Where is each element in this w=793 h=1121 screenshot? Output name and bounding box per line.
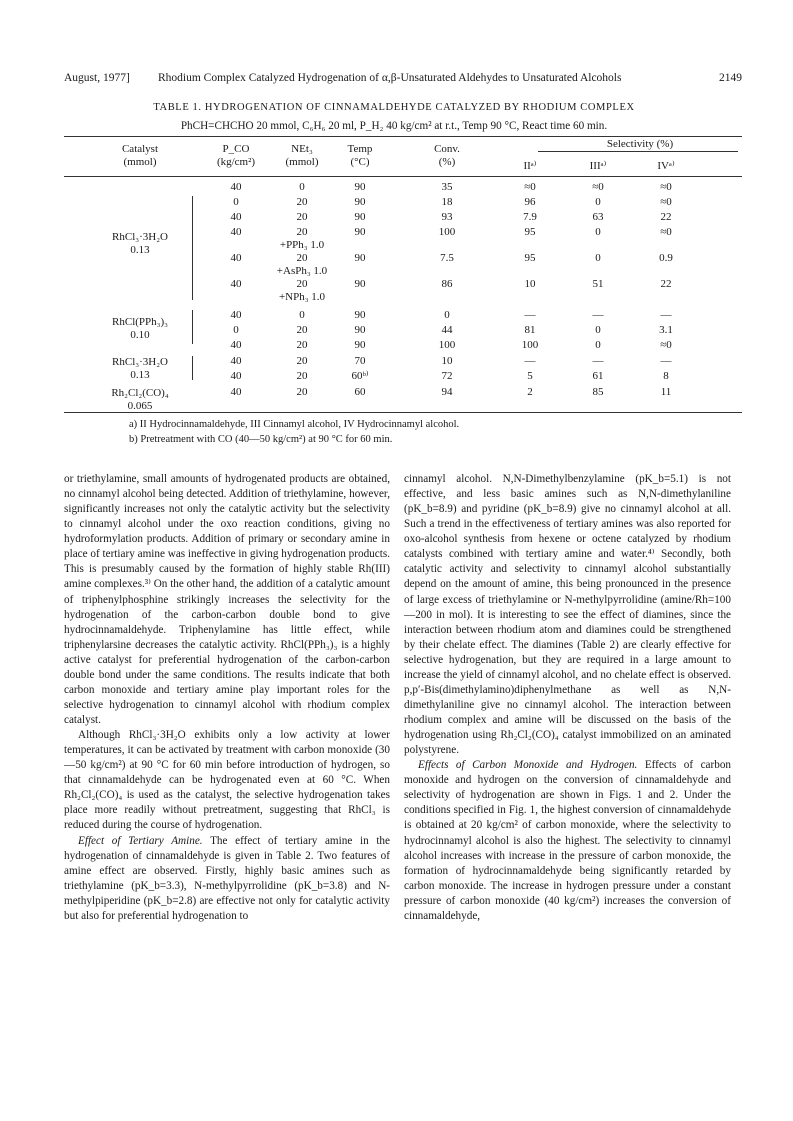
cell-conv: 94 [441, 386, 453, 398]
cell-ii: 2 [527, 386, 533, 398]
cell-ii: 5 [527, 370, 533, 382]
cell-iv: ≈0 [660, 339, 672, 351]
table-footnote: a) II Hydrocinnamaldehyde, III Cinnamyl alcohol, IV Hydrocinnamyl alcohol. [129, 419, 460, 430]
table-title: TABLE 1. HYDROGENATION OF CINNAMALDEHYDE CATALYZED BY RHODIUM COMPLEX [153, 102, 635, 113]
table-header-rule [64, 176, 742, 177]
cell-pco: 40 [230, 278, 242, 290]
cell-net3: 20 [296, 252, 308, 264]
cell-iv: — [660, 309, 672, 321]
header-temp: Temp (°C) [347, 143, 373, 168]
cell-net3: 20 [296, 278, 308, 290]
section-heading: Effect of Tertiary Amine. [78, 834, 203, 847]
cell-conv: 18 [441, 196, 453, 208]
cell-net3: 20 [296, 339, 308, 351]
cell-iv: 0.9 [659, 252, 673, 264]
row-group-brace [192, 310, 193, 344]
cell-additive: +NPh₃ 1.0 [278, 291, 326, 303]
cell-ii: 96 [524, 196, 536, 208]
cell-temp: 70 [354, 355, 366, 367]
cell-ii: 81 [524, 324, 536, 336]
cell-temp: 60ᵇ⁾ [351, 370, 369, 382]
catalyst-label: RhCl(PPh₃)₃ 0.10 [112, 316, 168, 341]
cell-conv: 86 [441, 278, 453, 290]
cell-pco: 40 [230, 211, 242, 223]
cell-iii: 0 [595, 324, 601, 336]
cell-temp: 90 [354, 324, 366, 336]
cell-pco: 0 [233, 196, 239, 208]
cell-pco: 40 [230, 370, 242, 382]
cell-pco: 40 [230, 252, 242, 264]
section-heading: Effects of Carbon Monoxide and Hydrogen. [418, 759, 638, 772]
cell-ii: 7.9 [523, 211, 537, 223]
cell-net3: 0 [299, 309, 305, 321]
cell-pco: 40 [230, 226, 242, 238]
cell-additive: +AsPh₃ 1.0 [276, 265, 328, 277]
cell-conv: 10 [441, 355, 453, 367]
issue-date: August, 1977] [64, 72, 130, 84]
header-iii: IIIᵃ⁾ [589, 160, 607, 172]
cell-pco: 40 [230, 309, 242, 321]
paragraph: Effects of Carbon Monoxide and Hydrogen. Effects of carbon monoxide and hydrogen on the conversion of cinnamaldehyde and selectivity of hydrogenation are shown in Figs. 1 and 2. Under the conditions specified in Fig. 1, the highest conversion of cinnamaldehyde is obtained at 20 kg/cm² of carbon monoxide, where the selectivity to hydrocinnamyl alcohol is also the highest. The selectivity to cinnamyl alcohol increases with increase in the pressure of carbon monoxide, the formation of hydrocinnamaldehyde being significantly retarded by carbon monoxide. The increase in hydrogen pressure under a constant pressure of carbon monoxide (40 kg/cm²) increases the conversion of cinnamaldehyde, [404, 759, 732, 922]
body-column-right [404, 472, 731, 924]
cell-iii: 85 [592, 386, 604, 398]
cell-ii: 95 [524, 226, 536, 238]
header-selectivity: Selectivity (%) [606, 138, 674, 150]
cell-iii: 0 [595, 196, 601, 208]
cell-pco: 40 [230, 181, 242, 193]
cell-iv: ≈0 [660, 226, 672, 238]
cell-temp: 90 [354, 339, 366, 351]
cell-iii: 51 [592, 278, 604, 290]
header-net3: NEt₃ (mmol) [285, 143, 319, 168]
cell-temp: 90 [354, 309, 366, 321]
cell-iv: 22 [660, 278, 672, 290]
cell-net3: 0 [299, 181, 305, 193]
cell-temp: 90 [354, 196, 366, 208]
cell-iv: 8 [663, 370, 669, 382]
cell-temp: 90 [354, 252, 366, 264]
catalyst-label: Rh₂Cl₂(CO)₄ 0.065 [111, 387, 169, 412]
cell-net3: 20 [296, 226, 308, 238]
cell-iv: ≈0 [660, 181, 672, 193]
cell-conv: 44 [441, 324, 453, 336]
cell-conv: 100 [438, 339, 456, 351]
cell-ii: — [524, 355, 536, 367]
cell-temp: 90 [354, 181, 366, 193]
cell-iv: 11 [660, 386, 672, 398]
cell-temp: 90 [354, 226, 366, 238]
cell-net3: 20 [296, 324, 308, 336]
cell-net3: 20 [296, 211, 308, 223]
cell-net3: 20 [296, 196, 308, 208]
running-head [64, 72, 742, 88]
cell-iv: 3.1 [659, 324, 673, 336]
cell-iii: — [592, 309, 604, 321]
header-iv: IVᵃ⁾ [657, 160, 675, 172]
cell-temp: 90 [354, 211, 366, 223]
page-number: 2149 [719, 72, 742, 84]
cell-pco: 40 [230, 386, 242, 398]
article-title: Rhodium Complex Catalyzed Hydrogenation of α,β-Unsaturated Aldehydes to Unsaturated Alcohols [158, 72, 622, 84]
header-conversion: Conv. (%) [434, 143, 460, 168]
cell-iv: — [660, 355, 672, 367]
paragraph: Effect of Tertiary Amine. The effect of tertiary amine in the hydrogenation of cinnamaldehyde is given in Table 2. Two features of amine effect are observed. Firstly, highly basic amines such as triethylamine (pK_b=3.3), N-methylpyrrolidine (pK_b=3.8) and N-methylpiperidine (pK_b=2.8) are effective not only for catalytic activity but also for preferential hydrogenation to [64, 834, 390, 922]
cell-pco: 40 [230, 355, 242, 367]
header-pco: P_CO (kg/cm²) [216, 143, 256, 168]
paragraph: Although RhCl₃·3H₂O exhibits only a low activity at lower temperatures, it can be activated by treatment with carbon monoxide (30—50 kg/cm²) at 90 °C for 60 min before introduction of hydrogen, so that cinnamaldehyde can be hydrogenated even at 60 °C. When Rh₂Cl₂(CO)₄ is used as the catalyst, the selective hydrogenation takes place more readily without pretreatment, suggesting that RhCl₃ is reduced during the course of hydrogenation. [64, 729, 390, 832]
cell-ii: 95 [524, 252, 536, 264]
catalyst-label: RhCl₃·3H₂O 0.13 [112, 231, 168, 256]
cell-ii: 10 [524, 278, 536, 290]
row-group-brace [192, 196, 193, 300]
table-conditions: PhCH=CHCHO 20 mmol, C₆H₆ 20 ml, P_H₂ 40 kg/cm² at r.t., Temp 90 °C, React time 60 min. [180, 120, 608, 132]
cell-iii: 0 [595, 252, 601, 264]
cell-conv: 7.5 [440, 252, 454, 264]
cell-ii: — [524, 309, 536, 321]
cell-conv: 72 [441, 370, 453, 382]
cell-additive: +PPh₃ 1.0 [279, 239, 325, 251]
cell-iii: — [592, 355, 604, 367]
cell-conv: 100 [438, 226, 456, 238]
cell-ii: ≈0 [524, 181, 536, 193]
cell-conv: 35 [441, 181, 453, 193]
row-group-brace [192, 356, 193, 380]
cell-iii: ≈0 [592, 181, 604, 193]
catalyst-label: RhCl₃·3H₂O 0.13 [112, 356, 168, 381]
cell-net3: 20 [296, 370, 308, 382]
body-column-left [64, 472, 390, 924]
cell-pco: 0 [233, 324, 239, 336]
cell-iii: 0 [595, 226, 601, 238]
cell-pco: 40 [230, 339, 242, 351]
cell-conv: 93 [441, 211, 453, 223]
cell-iii: 61 [592, 370, 604, 382]
cell-iv: 22 [660, 211, 672, 223]
header-ii: IIᵃ⁾ [523, 160, 537, 172]
cell-conv: 0 [444, 309, 450, 321]
cell-iv: ≈0 [660, 196, 672, 208]
cell-temp: 90 [354, 278, 366, 290]
paragraph: or triethylamine, small amounts of hydrogenated products are obtained, no cinnamyl alcohol being detected. Addition of triethylamine, however, significantly increases not only the catalytic activity but the selectivity to cinnamyl alcohol under the oxo reaction conditions, giving no hydroformylation products. Addition of primary or secondary amine in place of tertiary amine was ineffective in giving hydrogenation products. This is presumably caused by the formation of highly stable Rh(III) amine complexes.³⁾ On the other hand, the addition of a catalytic amount of triphenylphosphine strikingly increases the selectivity for the hydrogenation of the carbon-carbon double bond to give hydrocinnamaldehyde. Triphenylamine has little effect, while triphenylarsine decreases the catalytic activity. RhCl(PPh₃)₃ is a highly active catalyst for preferential hydrogenation of the carbon-carbon double bond under the same conditions. The results indicate that both carbon monoxide and tertiary amine play important roles for the selective hydrogenation to cinnamyl alcohol with rhodium complex catalyst. [64, 473, 390, 726]
table-footnote: b) Pretreatment with CO (40—50 kg/cm²) at 90 °C for 60 min. [129, 434, 393, 445]
cell-net3: 20 [296, 386, 308, 398]
cell-ii: 100 [521, 339, 539, 351]
paragraph: cinnamyl alcohol. N,N-Dimethylbenzylamine (pK_b=5.1) is not effective, and less basic amines such as N,N-dimethylaniline (pK_b=8.9) and pyridine (pK_b=8.9) give no cinnamyl alcohol at all. Such a trend in the effectiveness of tertiary amines was also reported for oxo-alcohol synthesis from hexene or octene catalyzed by rhodium catalysts combined with tertiary amine and water.⁴⁾ Secondly, both catalytic activity and selectivity to cinnamyl alcohol substantially depend on the amount of amine, this being pronounced in the presence of large excess of triethylamine or N-methylpyrrolidine (amine/Rh=100—200 in mol). It is interesting to see the effect of diamines, since the interaction between rhodium atom and diamines could be strengthened by their chelate effect. The diamines (Table 2) are clearly effective for selective hydrogenation, but they are required in a large amount to increase the yield of cinnamyl alcohol, and no chelate effect is observed. p,p′-Bis(dimethylamino)diphenylmethane as well as N,N-dimethylaniline give no cinnamyl alcohol. The interaction between rhodium complex and amine will be discussed on the basis of the hydrogenation using Rh₂Cl₂(CO)₄ catalyst immobilized on an aminated polystyrene. [404, 473, 731, 757]
cell-iii: 63 [592, 211, 604, 223]
header-catalyst: Catalyst (mmol) [121, 143, 159, 168]
cell-net3: 20 [296, 355, 308, 367]
cell-iii: 0 [595, 339, 601, 351]
selectivity-rule [538, 151, 738, 152]
cell-temp: 60 [354, 386, 366, 398]
